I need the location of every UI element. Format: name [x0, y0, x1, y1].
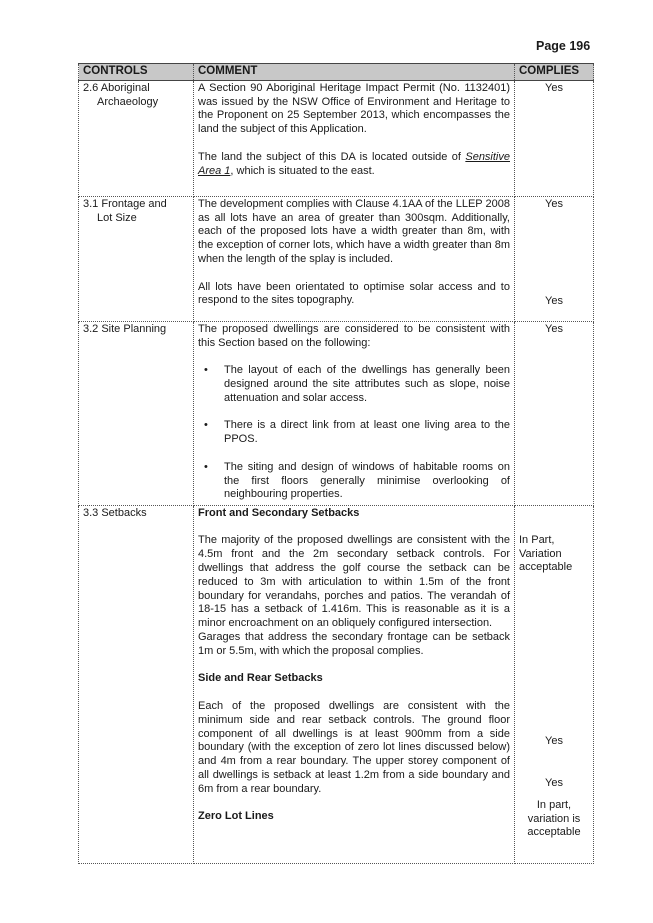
control-label: Lot Size: [97, 211, 137, 224]
complies-value: Yes: [545, 322, 563, 335]
control-label: Archaeology: [97, 95, 159, 108]
table-row: [79, 80, 594, 196]
complies-value: acceptable: [519, 561, 573, 574]
list-item: [204, 364, 510, 405]
complies-cell: [515, 80, 594, 196]
complies-value: Yes: [545, 776, 563, 789]
comment-cell: [194, 505, 515, 863]
sensitive-area-reference: Sensitive Area 1: [198, 150, 510, 177]
header-controls: CONTROLS: [79, 64, 194, 81]
page-number: Page 196: [536, 39, 591, 53]
comment-paragraph: The proposed dwellings are considered to be consistent with this Section based on the following:: [198, 322, 510, 349]
table-row: [79, 196, 594, 321]
header-comment: COMMENT: [194, 64, 515, 81]
complies-value: acceptable: [527, 826, 581, 839]
control-label: 3.1 Frontage and: [83, 197, 167, 210]
header-complies: COMPLIES: [515, 64, 594, 81]
complies-value: In part,: [536, 798, 572, 811]
complies-value: Yes: [545, 197, 563, 210]
complies-cell: [515, 505, 594, 863]
section-heading: Side and Rear Setbacks: [198, 672, 323, 685]
comment-text: , which is situated to the east.: [230, 164, 375, 177]
control-cell: [79, 196, 194, 321]
comment-paragraph: The majority of the proposed dwellings are consistent with the 4.5m front and the 2m secondary setback controls. For dwellings that address the golf course the setback can be reduced to 3m with articulation to within 1.5m of the front boundary for verandahs, porches and patios. The verandah of 18-15 has a setback of 1.416m. This is reasonable as it is a minor encroachment on an obliquely configured intersection.: [198, 534, 510, 630]
table-header-row: [79, 64, 594, 81]
complies-value: Yes: [545, 735, 563, 748]
control-cell: [79, 80, 194, 196]
section-heading: Front and Secondary Setbacks: [198, 506, 360, 519]
complies-value: In Part,: [519, 533, 555, 546]
bullet-list: [198, 364, 510, 502]
comment-paragraph: Each of the proposed dwellings are consistent with the minimum side and rear setback controls. The ground floor component of all dwellings is at least 900mm from a side boundary (with the exception of zero lot lines discussed below) and 4m from a rear boundary. The upper storey component of all dwellings is setback at least 1.2m from a side boundary and 6m from a rear boundary.: [198, 699, 510, 795]
control-cell: [79, 505, 194, 863]
complies-cell: [515, 196, 594, 321]
comment-paragraph: Garages that address the secondary frontage can be setback 1m or 5.5m, with which the proposal complies.: [198, 630, 510, 657]
comment-text: The land the subject of this DA is located outside of: [198, 150, 466, 163]
comment-paragraph: The development complies with Clause 4.1AA of the LLEP 2008 as all lots have an area of greater than 300sqm. Additionally, each of the proposed lots have a width greater than 8m, with the exception of corner lots, which have a width greater than 8m when the length of the splay is included.: [198, 197, 510, 265]
list-item: [204, 419, 510, 447]
comment-cell: [194, 80, 515, 196]
comment-paragraph: A Section 90 Aboriginal Heritage Impact Permit (No. 1132401) was issued by the NSW Office of Environment and Heritage to the Proponent on 25 September 2013, which encompasses the land the subject of this Application.: [198, 81, 510, 136]
comment-cell: [194, 321, 515, 505]
complies-value: Yes: [545, 294, 563, 307]
comment-paragraph: [198, 151, 510, 179]
table-row: [79, 505, 594, 863]
control-label: 2.6 Aboriginal: [83, 81, 150, 94]
control-cell: [79, 321, 194, 505]
bullet-icon: •: [204, 460, 208, 473]
bullet-icon: •: [204, 419, 208, 432]
table-row: [79, 321, 594, 505]
list-item: [204, 460, 510, 502]
complies-cell: [515, 321, 594, 505]
list-item-text: The siting and design of windows of habitable rooms on the first floors generally minimise overlooking of neighbouring properties.: [224, 460, 510, 501]
bullet-icon: •: [204, 364, 208, 377]
list-item-text: There is a direct link from at least one living area to the PPOS.: [224, 419, 510, 446]
list-item-text: The layout of each of the dwellings has generally been designed around the site attributes such as slope, noise attenuation and solar access.: [224, 364, 510, 404]
comment-cell: [194, 196, 515, 321]
complies-value: Yes: [545, 81, 563, 94]
complies-value: Variation: [519, 547, 562, 560]
control-label: 3.3 Setbacks: [83, 506, 147, 519]
section-heading: Zero Lot Lines: [198, 810, 274, 823]
comment-paragraph: All lots have been orientated to optimise solar access and to respond to the sites topography.: [198, 280, 510, 307]
control-label: 3.2 Site Planning: [83, 322, 167, 335]
complies-value: variation is: [527, 812, 581, 825]
controls-table: [78, 63, 594, 864]
